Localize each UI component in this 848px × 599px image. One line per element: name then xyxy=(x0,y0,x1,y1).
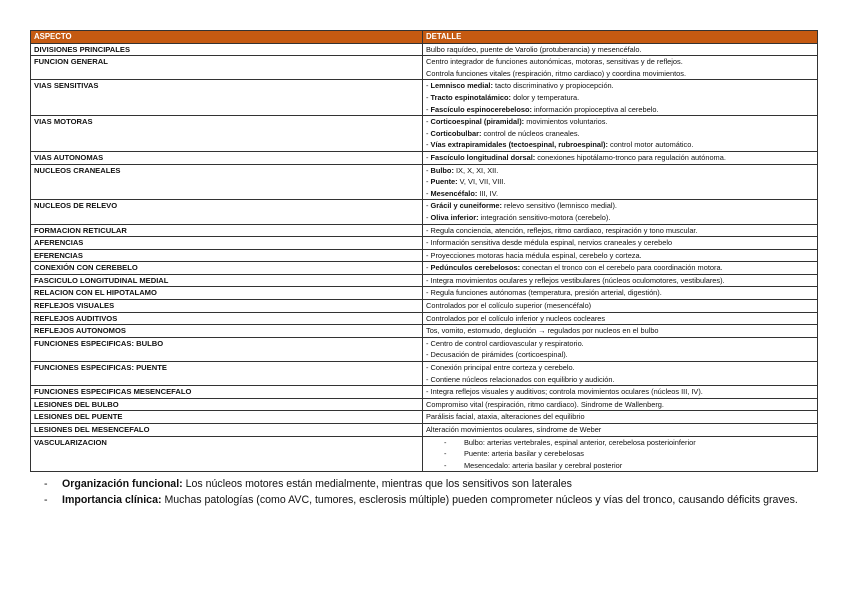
detail-cell xyxy=(423,386,818,399)
dash-marker: - xyxy=(444,449,447,459)
dash-marker: - xyxy=(444,460,447,470)
detail-text: movimientos voluntarios. xyxy=(524,117,608,127)
detail-term: Lemnisco medial: xyxy=(430,81,493,91)
detail-line xyxy=(426,275,814,287)
note-item xyxy=(30,476,817,492)
detail-cell xyxy=(423,411,818,424)
note-term: Organización funcional: xyxy=(62,478,183,491)
aspect-cell: REFLEJOS AUTONOMOS xyxy=(31,325,423,338)
detail-text: - Regula funciones autónomas (temperatura, presión arterial, digestión). xyxy=(426,288,662,298)
detail-cell xyxy=(423,300,818,313)
detail-line xyxy=(426,325,814,337)
aspect-cell: RELACION CON EL HIPOTALAMO xyxy=(31,287,423,300)
table-row xyxy=(31,237,818,250)
table-body xyxy=(31,43,818,472)
table-row xyxy=(31,200,818,224)
detail-line xyxy=(426,437,814,449)
detail-text: - Centro de control cardiovascular y respiratorio. xyxy=(426,338,584,348)
detail-text: IX, X, XI, XII. xyxy=(453,165,499,175)
detail-line xyxy=(426,362,814,374)
detail-text: dolor y temperatura. xyxy=(511,92,580,102)
dash-marker: - xyxy=(426,117,431,127)
detail-cell xyxy=(423,398,818,411)
aspect-cell: REFLEJOS AUDITIVOS xyxy=(31,312,423,325)
detail-text: Controla funciones vitales (respiración, ritmo cardiaco) y coordina movimientos. xyxy=(426,68,687,78)
detail-text: control motor automático. xyxy=(607,140,694,150)
table-row xyxy=(31,325,818,338)
detail-line xyxy=(426,188,814,200)
detail-text: - Contiene núcleos relacionados con equilibrio y audición. xyxy=(426,374,615,384)
table-row xyxy=(31,274,818,287)
dash-marker: - xyxy=(426,177,431,187)
aspect-cell: LESIONES DEL BULBO xyxy=(31,398,423,411)
aspect-cell: DIVISIONES PRINCIPALES xyxy=(31,43,423,56)
table-row xyxy=(31,224,818,237)
detail-line xyxy=(426,165,814,177)
aspect-cell: VIAS SENSITIVAS xyxy=(31,80,423,116)
detail-term: Grácil y cuneiforme: xyxy=(430,201,502,211)
aspect-cell: FUNCIONES ESPECIFICAS: BULBO xyxy=(31,337,423,361)
table-row xyxy=(31,337,818,361)
detail-cell xyxy=(423,436,818,472)
dash-marker: - xyxy=(426,212,431,222)
dash-marker: - xyxy=(426,263,431,273)
note-term: Importancia clínica: xyxy=(62,494,162,507)
aspect-cell: NUCLEOS DE RELEVO xyxy=(31,200,423,224)
detail-line xyxy=(426,386,814,398)
detail-line xyxy=(426,152,814,164)
detail-cell xyxy=(423,80,818,116)
detail-line xyxy=(426,250,814,262)
table-row xyxy=(31,151,818,164)
detail-cell xyxy=(423,287,818,300)
detail-text: Bulbo raquídeo, puente de Varolio (protuberancia) y mesencéfalo. xyxy=(426,44,642,54)
detail-cell xyxy=(423,249,818,262)
detail-cell xyxy=(423,56,818,80)
aspect-cell: FORMACION RETICULAR xyxy=(31,224,423,237)
aspect-cell: FUNCIONES ESPECIFICAS: PUENTE xyxy=(31,362,423,386)
aspect-cell: LESIONES DEL PUENTE xyxy=(31,411,423,424)
detail-cell xyxy=(423,237,818,250)
detail-cell xyxy=(423,424,818,437)
detail-text: - Conexión principal entre corteza y cerebelo. xyxy=(426,363,575,373)
detail-text: integración sensitivo-motora (cerebelo). xyxy=(478,212,611,222)
aspect-cell: FASCICULO LONGITUDINAL MEDIAL xyxy=(31,274,423,287)
detail-term: Fascículo longitudinal dorsal: xyxy=(430,152,536,162)
detail-line xyxy=(426,300,814,312)
note-text: Los núcleos motores están medialmente, mientras que los sensitivos son laterales xyxy=(182,478,572,491)
detail-line xyxy=(426,176,814,188)
detail-cell xyxy=(423,312,818,325)
detail-line xyxy=(426,128,814,140)
table-row xyxy=(31,287,818,300)
aspect-cell: FUNCION GENERAL xyxy=(31,56,423,80)
detail-text: Bulbo: arterias vertebrales, espinal anterior, cerebelosa posterioinferior xyxy=(464,437,696,447)
dash-marker: - xyxy=(426,92,431,102)
detail-line xyxy=(426,262,814,274)
table-header-row xyxy=(31,31,818,44)
detail-line xyxy=(426,104,814,116)
detail-line xyxy=(426,212,814,224)
detail-text: - Información sensitiva desde médula espinal, nervios craneales y cerebelo xyxy=(426,238,673,248)
detail-line xyxy=(426,92,814,104)
detail-line xyxy=(426,116,814,128)
detail-term: Pedúnculos cerebelosos: xyxy=(430,263,521,273)
detail-cell xyxy=(423,116,818,152)
table-row xyxy=(31,249,818,262)
detail-cell xyxy=(423,337,818,361)
table-row xyxy=(31,362,818,386)
dash-marker: - xyxy=(426,188,431,198)
detail-text: Alteración movimientos oculares, síndrome de Weber xyxy=(426,425,602,434)
detail-cell xyxy=(423,43,818,56)
detail-cell xyxy=(423,262,818,275)
aspect-cell: AFERENCIAS xyxy=(31,237,423,250)
detail-text: - Decusación de pirámides (corticoespinal). xyxy=(426,350,568,360)
document-page xyxy=(30,30,817,508)
detail-text: conexiones hipotálamo-tronco para regulación autónoma. xyxy=(535,152,726,162)
detail-line xyxy=(426,68,814,80)
detail-cell xyxy=(423,164,818,200)
detail-text: control de núcleos craneales. xyxy=(481,128,580,138)
detail-text: - Integra reflejos visuales y auditivos; controla movimientos oculares (núcleos III, IV). xyxy=(426,387,703,397)
detail-line xyxy=(426,374,814,386)
detail-line xyxy=(426,460,814,472)
detail-text: - Proyecciones motoras hacia médula espinal, cerebelo y corteza. xyxy=(426,250,642,260)
detail-text: Parálisis facial, ataxia, alteraciones del equilibrio xyxy=(426,412,585,422)
aspect-cell: VASCULARIZACION xyxy=(31,436,423,472)
dash-marker: - xyxy=(426,81,431,91)
detail-line xyxy=(426,287,814,299)
detail-line xyxy=(426,411,814,423)
detail-cell xyxy=(423,274,818,287)
aspect-cell: FUNCIONES ESPECIFICAS MESENCEFALO xyxy=(31,386,423,399)
detail-text: Compromiso vital (respiración, ritmo cardiaco). Sindrome de Wallenberg. xyxy=(426,399,664,409)
detail-term: Corticobulbar: xyxy=(430,128,482,138)
detail-term: Puente: xyxy=(430,177,458,187)
detail-line xyxy=(426,200,814,212)
detail-cell xyxy=(423,325,818,338)
detail-term: Vías extrapiramidales (tectoespinal, rubroespinal): xyxy=(430,140,608,150)
table-row xyxy=(31,312,818,325)
detail-cell xyxy=(423,200,818,224)
detail-cell xyxy=(423,362,818,386)
detail-text: V, VI, VII, VIII. xyxy=(457,177,506,187)
detail-line xyxy=(426,56,814,68)
note-text: Muchas patologías (como AVC, tumores, esclerosis múltiple) pueden comprometer núcleos y vías del tronco, causando déficits graves. xyxy=(161,494,798,507)
aspect-cell: LESIONES DEL MESENCEFALO xyxy=(31,424,423,437)
aspect-cell: EFERENCIAS xyxy=(31,249,423,262)
detail-line xyxy=(426,237,814,249)
dash-marker: - xyxy=(426,201,431,211)
dash-marker: - xyxy=(426,165,431,175)
table-row xyxy=(31,80,818,116)
detail-term: Corticoespinal (piramidal): xyxy=(430,117,525,127)
aspect-cell: NUCLEOS CRANEALES xyxy=(31,164,423,200)
dash-marker: - xyxy=(426,152,431,162)
detail-text: Tos, vomito, estornudo, deglución → regulados por nucleos en el bulbo xyxy=(426,326,659,336)
table-row xyxy=(31,43,818,56)
detail-line xyxy=(426,424,814,436)
header-aspect: ASPECTO xyxy=(31,31,423,44)
note-item xyxy=(30,492,817,508)
dash-marker: - xyxy=(426,104,431,114)
detail-line xyxy=(426,80,814,92)
table-row xyxy=(31,398,818,411)
detail-line xyxy=(426,349,814,361)
detail-line xyxy=(426,139,814,151)
table-row xyxy=(31,56,818,80)
detail-text: - Regula conciencia, atención, reflejos, ritmo cardiaco, respiración y tono muscular. xyxy=(426,225,698,235)
table-row xyxy=(31,164,818,200)
detail-text: tacto discriminativo y propiocepción. xyxy=(492,81,614,91)
notes-list xyxy=(30,476,817,508)
table-row xyxy=(31,116,818,152)
table-row xyxy=(31,262,818,275)
detail-line xyxy=(426,399,814,411)
aspect-cell: CONEXIÓN CON CEREBELO xyxy=(31,262,423,275)
detail-line xyxy=(426,313,814,325)
detail-term: Mesencéfalo: xyxy=(430,188,478,198)
detail-cell xyxy=(423,224,818,237)
dash-marker: - xyxy=(444,437,447,447)
detail-term: Fascículo espinocerebeloso: xyxy=(430,104,532,114)
detail-line xyxy=(426,338,814,350)
table-row xyxy=(31,424,818,437)
dash-marker: - xyxy=(426,128,431,138)
detail-text: Centro integrador de funciones autonómicas, motoras, sensitivas y de reflejos. xyxy=(426,57,683,67)
table-row xyxy=(31,300,818,313)
detail-line xyxy=(426,448,814,460)
detail-text: información propioceptiva al cerebelo. xyxy=(531,104,659,114)
aspect-cell: REFLEJOS VISUALES xyxy=(31,300,423,313)
table-row xyxy=(31,386,818,399)
header-detail: DETALLE xyxy=(423,31,818,44)
detail-cell xyxy=(423,151,818,164)
detail-text: Controlados por el colículo superior (mesencéfalo) xyxy=(426,301,592,311)
aspect-cell: VIAS MOTORAS xyxy=(31,116,423,152)
table-row xyxy=(31,436,818,472)
detail-text: Controlados por el colículo inferior y nucleos cocleares xyxy=(426,313,606,323)
aspect-cell: VIAS AUTONOMAS xyxy=(31,151,423,164)
detail-text: III, IV. xyxy=(477,188,499,198)
table-row xyxy=(31,411,818,424)
detail-text: - Integra movimientos oculares y reflejos vestibulares (núcleos oculomotores, vestibulares). xyxy=(426,275,725,285)
detail-text: Puente: arteria basilar y cerebelosas xyxy=(464,449,584,459)
detail-term: Bulbo: xyxy=(430,165,454,175)
brainstem-table xyxy=(30,30,818,472)
detail-text: Mesencedalo: arteria basilar y cerebral posterior xyxy=(464,460,623,470)
detail-text: relevo sensitivo (lemnisco medial). xyxy=(501,201,617,211)
dash-marker: - xyxy=(426,140,431,150)
detail-line xyxy=(426,225,814,237)
detail-line xyxy=(426,44,814,56)
detail-term: Oliva inferior: xyxy=(430,212,479,222)
detail-term: Tracto espinotalámico: xyxy=(430,92,512,102)
detail-text: conectan el tronco con el cerebelo para coordinación motora. xyxy=(520,263,723,273)
